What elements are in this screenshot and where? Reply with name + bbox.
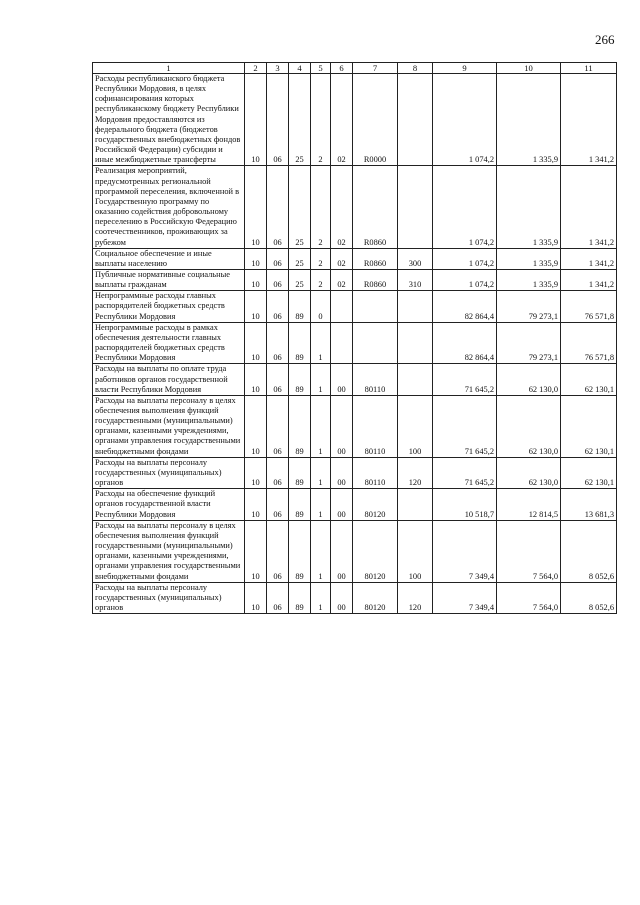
- table-row: [93, 520, 617, 582]
- subsection-code-cell: 06: [267, 520, 289, 582]
- subprogram-code-cell: 0: [311, 291, 331, 322]
- event-code-cell: [331, 322, 353, 364]
- table-row: [93, 291, 617, 322]
- amount-year-2-cell: 1 335,9: [497, 248, 561, 269]
- subprogram-code-cell: 1: [311, 457, 331, 488]
- event-code-cell: 02: [331, 269, 353, 290]
- program-code-cell: 89: [289, 489, 311, 520]
- section-code-cell: 10: [245, 74, 267, 166]
- subsection-code-cell: 06: [267, 166, 289, 248]
- event-code-cell: 00: [331, 520, 353, 582]
- header-cell: 5: [311, 63, 331, 74]
- section-code-cell: 10: [245, 395, 267, 457]
- amount-year-2-cell: 7 564,0: [497, 520, 561, 582]
- expense-type-code-cell: 300: [398, 248, 433, 269]
- amount-year-2-cell: 62 130,0: [497, 457, 561, 488]
- expense-name-cell: Публичные нормативные социальные выплаты гражданам: [93, 269, 245, 290]
- expense-type-code-cell: [398, 291, 433, 322]
- expense-type-code-cell: [398, 489, 433, 520]
- subsection-code-cell: 06: [267, 582, 289, 613]
- expense-type-code-cell: 120: [398, 582, 433, 613]
- direction-code-cell: 80120: [353, 582, 398, 613]
- amount-year-2-cell: 7 564,0: [497, 582, 561, 613]
- section-code-cell: 10: [245, 291, 267, 322]
- subsection-code-cell: 06: [267, 489, 289, 520]
- expense-name-cell: Реализация мероприятий, предусмотренных региональной программой переселения, включенной в Государственную программу по оказанию содействия добровольному переселению в Российскую Федерацию соотечественников, проживающих за рубежом: [93, 166, 245, 248]
- amount-year-2-cell: 79 273,1: [497, 322, 561, 364]
- expense-type-code-cell: 100: [398, 395, 433, 457]
- program-code-cell: 89: [289, 582, 311, 613]
- event-code-cell: 02: [331, 166, 353, 248]
- amount-year-1-cell: 71 645,2: [433, 364, 497, 395]
- section-code-cell: 10: [245, 364, 267, 395]
- subsection-code-cell: 06: [267, 395, 289, 457]
- section-code-cell: 10: [245, 166, 267, 248]
- budget-table: [92, 62, 617, 614]
- header-cell: 1: [93, 63, 245, 74]
- table-row: [93, 364, 617, 395]
- amount-year-1-cell: 10 518,7: [433, 489, 497, 520]
- subsection-code-cell: 06: [267, 457, 289, 488]
- program-code-cell: 25: [289, 74, 311, 166]
- header-cell: 9: [433, 63, 497, 74]
- program-code-cell: 89: [289, 291, 311, 322]
- direction-code-cell: 80110: [353, 395, 398, 457]
- section-code-cell: 10: [245, 489, 267, 520]
- expense-name-cell: Расходы на выплаты по оплате труда работников органов государственной власти Республики Мордовия: [93, 364, 245, 395]
- expense-type-code-cell: 100: [398, 520, 433, 582]
- section-code-cell: 10: [245, 269, 267, 290]
- subsection-code-cell: 06: [267, 322, 289, 364]
- event-code-cell: 00: [331, 489, 353, 520]
- header-cell: 4: [289, 63, 311, 74]
- direction-code-cell: R0860: [353, 248, 398, 269]
- event-code-cell: 00: [331, 457, 353, 488]
- program-code-cell: 89: [289, 457, 311, 488]
- section-code-cell: 10: [245, 322, 267, 364]
- expense-name-cell: Расходы на выплаты персоналу государственных (муниципальных) органов: [93, 582, 245, 613]
- table-row: [93, 74, 617, 166]
- amount-year-3-cell: 1 341,2: [561, 166, 617, 248]
- program-code-cell: 89: [289, 322, 311, 364]
- program-code-cell: 89: [289, 395, 311, 457]
- table-row: [93, 166, 617, 248]
- header-cell: 3: [267, 63, 289, 74]
- section-code-cell: 10: [245, 248, 267, 269]
- subsection-code-cell: 06: [267, 364, 289, 395]
- program-code-cell: 89: [289, 364, 311, 395]
- event-code-cell: 02: [331, 74, 353, 166]
- direction-code-cell: [353, 291, 398, 322]
- direction-code-cell: R0000: [353, 74, 398, 166]
- amount-year-3-cell: 8 052,6: [561, 582, 617, 613]
- amount-year-3-cell: 1 341,2: [561, 74, 617, 166]
- table-row: [93, 582, 617, 613]
- subsection-code-cell: 06: [267, 74, 289, 166]
- subprogram-code-cell: 1: [311, 322, 331, 364]
- direction-code-cell: [353, 322, 398, 364]
- amount-year-2-cell: 1 335,9: [497, 166, 561, 248]
- amount-year-3-cell: 1 341,2: [561, 269, 617, 290]
- page-number: 266: [595, 32, 615, 47]
- direction-code-cell: 80120: [353, 520, 398, 582]
- subprogram-code-cell: 2: [311, 74, 331, 166]
- subsection-code-cell: 06: [267, 291, 289, 322]
- table-body: [93, 74, 617, 614]
- amount-year-1-cell: 82 864,4: [433, 291, 497, 322]
- amount-year-3-cell: 62 130,1: [561, 364, 617, 395]
- subprogram-code-cell: 1: [311, 582, 331, 613]
- amount-year-1-cell: 7 349,4: [433, 582, 497, 613]
- header-cell: 11: [561, 63, 617, 74]
- amount-year-3-cell: 62 130,1: [561, 457, 617, 488]
- event-code-cell: 00: [331, 364, 353, 395]
- program-code-cell: 25: [289, 166, 311, 248]
- expense-name-cell: Непрограммные расходы в рамках обеспечения деятельности главных распорядителей бюджетных средств Республики Мордовия: [93, 322, 245, 364]
- amount-year-2-cell: 12 814,5: [497, 489, 561, 520]
- amount-year-3-cell: 76 571,8: [561, 291, 617, 322]
- event-code-cell: 02: [331, 248, 353, 269]
- amount-year-1-cell: 1 074,2: [433, 248, 497, 269]
- table-row: [93, 248, 617, 269]
- section-code-cell: 10: [245, 582, 267, 613]
- expense-name-cell: Расходы на выплаты персоналу государственных (муниципальных) органов: [93, 457, 245, 488]
- expense-type-code-cell: 120: [398, 457, 433, 488]
- program-code-cell: 25: [289, 248, 311, 269]
- amount-year-2-cell: 62 130,0: [497, 364, 561, 395]
- expense-name-cell: Расходы на выплаты персоналу в целях обеспечения выполнения функций государственными (муниципальными) органами, казенными учреждениями, органами управления государственными внебюджетными фондами: [93, 520, 245, 582]
- subsection-code-cell: 06: [267, 248, 289, 269]
- event-code-cell: [331, 291, 353, 322]
- amount-year-1-cell: 82 864,4: [433, 322, 497, 364]
- program-code-cell: 25: [289, 269, 311, 290]
- amount-year-3-cell: 8 052,6: [561, 520, 617, 582]
- header-cell: 6: [331, 63, 353, 74]
- table-row: [93, 395, 617, 457]
- expense-type-code-cell: [398, 322, 433, 364]
- amount-year-1-cell: 1 074,2: [433, 269, 497, 290]
- direction-code-cell: 80120: [353, 489, 398, 520]
- direction-code-cell: 80110: [353, 457, 398, 488]
- amount-year-1-cell: 7 349,4: [433, 520, 497, 582]
- expense-name-cell: Непрограммные расходы главных распорядителей бюджетных средств Республики Мордовия: [93, 291, 245, 322]
- table-row: [93, 322, 617, 364]
- expense-name-cell: Расходы республиканского бюджета Республики Мордовия, в целях софинансирования которых республиканскому бюджету Республики Мордовия предоставляются из федерального бюджета (бюджетов государственных внебюджетных фондов Российской Федерации) субсидии и иные межбюджетные трансферты: [93, 74, 245, 166]
- section-code-cell: 10: [245, 457, 267, 488]
- subprogram-code-cell: 1: [311, 520, 331, 582]
- amount-year-1-cell: 1 074,2: [433, 74, 497, 166]
- event-code-cell: 00: [331, 395, 353, 457]
- expense-name-cell: Расходы на выплаты персоналу в целях обеспечения выполнения функций государственными (муниципальными) органами, казенными учреждениями, органами управления государственными внебюджетными фондами: [93, 395, 245, 457]
- subprogram-code-cell: 1: [311, 364, 331, 395]
- subprogram-code-cell: 1: [311, 489, 331, 520]
- amount-year-2-cell: 79 273,1: [497, 291, 561, 322]
- direction-code-cell: R0860: [353, 166, 398, 248]
- table-row: [93, 269, 617, 290]
- table-row: [93, 457, 617, 488]
- table-row: [93, 489, 617, 520]
- amount-year-1-cell: 71 645,2: [433, 457, 497, 488]
- header-cell: 10: [497, 63, 561, 74]
- subprogram-code-cell: 2: [311, 166, 331, 248]
- amount-year-3-cell: 13 681,3: [561, 489, 617, 520]
- amount-year-3-cell: 62 130,1: [561, 395, 617, 457]
- subprogram-code-cell: 2: [311, 248, 331, 269]
- direction-code-cell: 80110: [353, 364, 398, 395]
- expense-type-code-cell: [398, 364, 433, 395]
- amount-year-2-cell: 1 335,9: [497, 74, 561, 166]
- expense-type-code-cell: [398, 166, 433, 248]
- amount-year-1-cell: 1 074,2: [433, 166, 497, 248]
- program-code-cell: 89: [289, 520, 311, 582]
- expense-name-cell: Расходы на обеспечение функций органов государственной власти Республики Мордовия: [93, 489, 245, 520]
- direction-code-cell: R0860: [353, 269, 398, 290]
- expense-type-code-cell: [398, 74, 433, 166]
- amount-year-2-cell: 1 335,9: [497, 269, 561, 290]
- subprogram-code-cell: 2: [311, 269, 331, 290]
- header-cell: 2: [245, 63, 267, 74]
- subprogram-code-cell: 1: [311, 395, 331, 457]
- expense-type-code-cell: 310: [398, 269, 433, 290]
- amount-year-2-cell: 62 130,0: [497, 395, 561, 457]
- header-cell: 8: [398, 63, 433, 74]
- event-code-cell: 00: [331, 582, 353, 613]
- amount-year-3-cell: 1 341,2: [561, 248, 617, 269]
- subsection-code-cell: 06: [267, 269, 289, 290]
- expense-name-cell: Социальное обеспечение и иные выплаты населению: [93, 248, 245, 269]
- table-header-row: [93, 63, 617, 74]
- amount-year-3-cell: 76 571,8: [561, 322, 617, 364]
- section-code-cell: 10: [245, 520, 267, 582]
- amount-year-1-cell: 71 645,2: [433, 395, 497, 457]
- header-cell: 7: [353, 63, 398, 74]
